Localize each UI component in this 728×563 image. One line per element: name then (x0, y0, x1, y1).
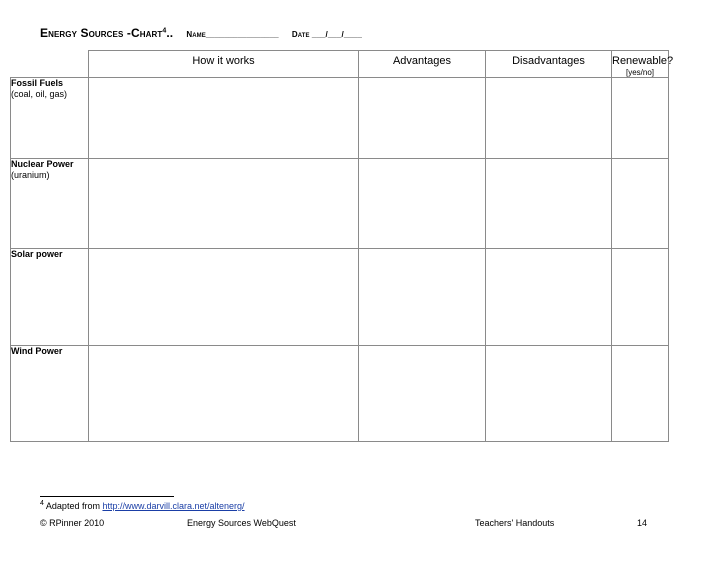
row-label-title: Solar power (11, 249, 63, 259)
col-header-disadvantages: Disadvantages (486, 51, 612, 78)
chart-title: Energy Sources -Chart (40, 26, 163, 40)
footer-section: Teachers' Handouts (475, 518, 555, 528)
col-header-advantages: Advantages (359, 51, 486, 78)
cell-wind-disadvantages[interactable] (486, 346, 612, 442)
renewable-sub-label: [yes/no] (625, 68, 654, 77)
cell-nuclear-advantages[interactable] (359, 159, 486, 249)
cell-fossil-advantages[interactable] (359, 78, 486, 159)
cell-nuclear-renewable[interactable] (612, 159, 669, 249)
cell-solar-how[interactable] (89, 249, 359, 346)
date-field[interactable]: Date ___/___/____ (291, 30, 363, 39)
row-label-title: Fossil Fuels (11, 78, 64, 88)
table-row (11, 78, 669, 159)
footnote-text: Adapted from (45, 501, 103, 511)
col-header-renewable (612, 51, 674, 78)
title-footnote-ref: 4 (162, 27, 167, 35)
row-label-solar-power (11, 249, 89, 346)
footer-document-title: Energy Sources WebQuest (187, 518, 296, 528)
row-label-sub: (uranium) (11, 170, 50, 180)
footnote-link[interactable]: http://www.darvill.clara.net/altenerg/ (102, 501, 245, 511)
page-number: 14 (637, 518, 648, 528)
cell-solar-advantages[interactable] (359, 249, 486, 346)
row-label-fossil-fuels (11, 78, 89, 159)
cell-nuclear-disadvantages[interactable] (486, 159, 612, 249)
cell-nuclear-how[interactable] (89, 159, 359, 249)
cell-wind-renewable[interactable] (612, 346, 669, 442)
footer-copyright: © RPinner 2010 (40, 518, 105, 528)
row-label-title: Nuclear Power (11, 159, 74, 169)
name-field[interactable]: Name________________ (186, 30, 279, 39)
row-label-sub: (coal, oil, gas) (11, 89, 68, 99)
header-row (11, 51, 669, 78)
col-header-how-it-works: How it works (89, 51, 359, 78)
row-label-wind-power (11, 346, 89, 442)
footnote-divider (40, 496, 174, 497)
footnote (40, 500, 245, 511)
table-row (11, 346, 669, 442)
cell-wind-advantages[interactable] (359, 346, 486, 442)
table-row (11, 249, 669, 346)
corner-cell (11, 51, 89, 78)
cell-fossil-how[interactable] (89, 78, 359, 159)
cell-solar-renewable[interactable] (612, 249, 669, 346)
renewable-label: Renewable? (612, 55, 674, 67)
cell-fossil-disadvantages[interactable] (486, 78, 612, 159)
cell-wind-how[interactable] (89, 346, 359, 442)
page-header (40, 26, 362, 40)
cell-solar-disadvantages[interactable] (486, 249, 612, 346)
cell-fossil-renewable[interactable] (612, 78, 669, 159)
row-label-nuclear-power (11, 159, 89, 249)
row-label-title: Wind Power (11, 346, 63, 356)
footnote-number: 4 (40, 500, 44, 507)
title-tail: .. (166, 26, 174, 40)
energy-chart-table (10, 50, 674, 442)
table-row (11, 159, 669, 249)
